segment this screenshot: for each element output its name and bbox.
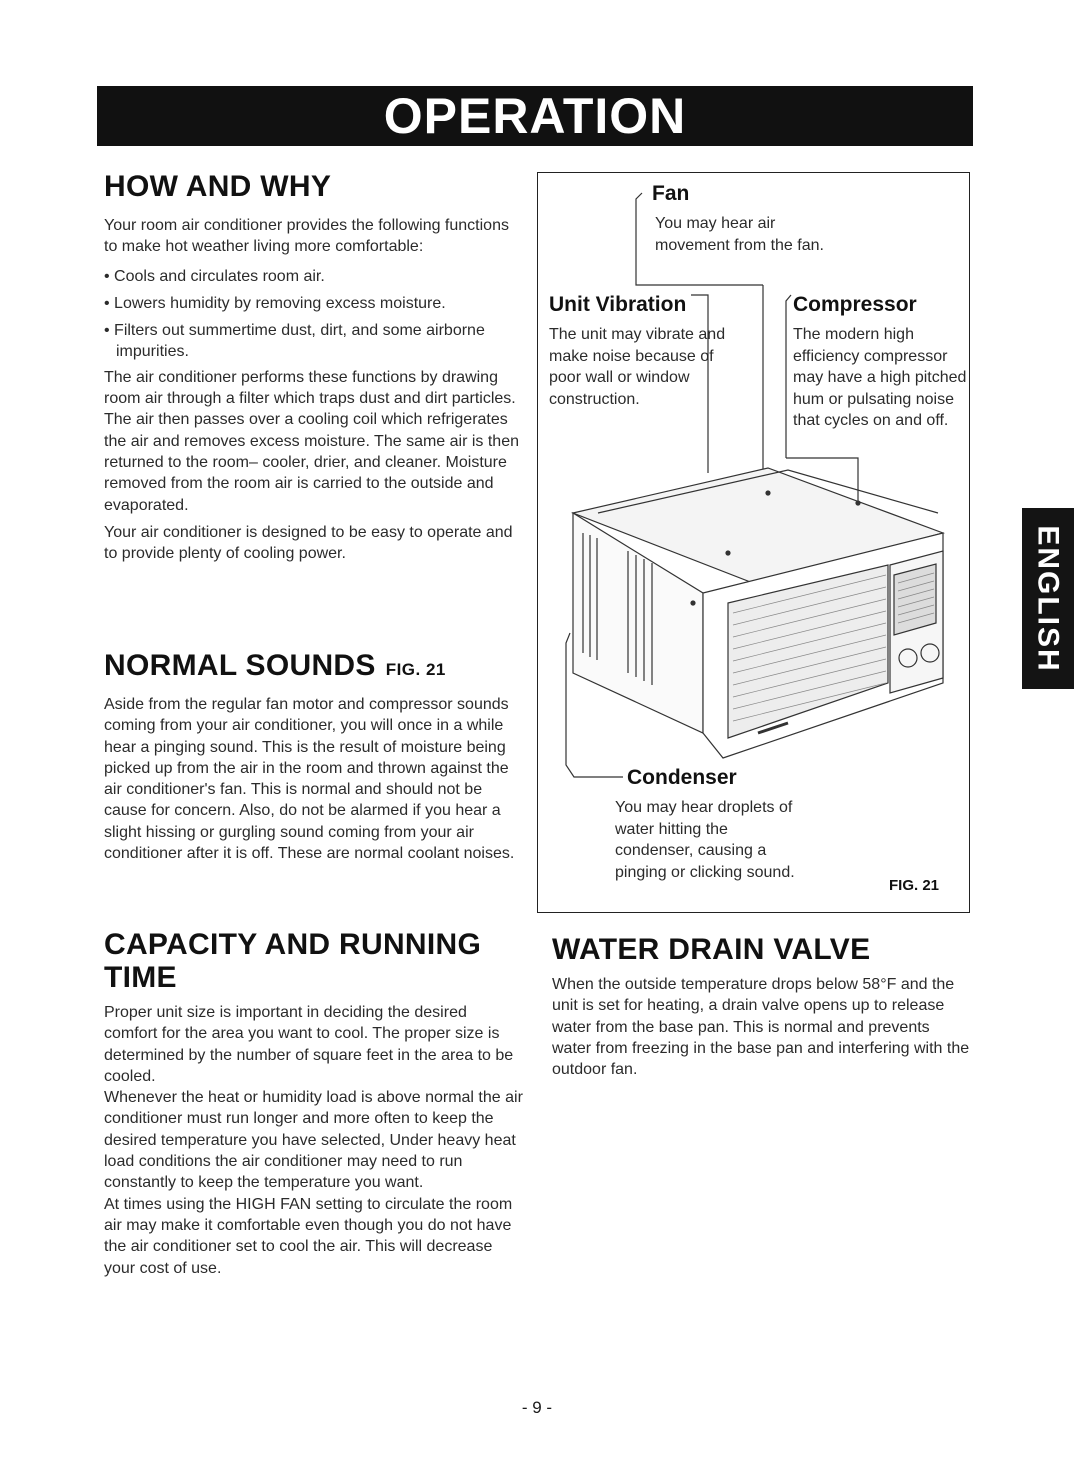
language-tab-label: ENGLISH xyxy=(1032,524,1066,673)
list-item: • Lowers humidity by removing excess moisture. xyxy=(104,294,446,312)
condenser-description: You may hear droplets of water hitting the condenser, causing a pinging or clicking sound. xyxy=(615,799,795,881)
capacity-para1: Proper unit size is important in deciding the desired comfort for the area you want to cool. The proper size is determined by the number of square feet in the area to be cooled. xyxy=(104,1004,514,1085)
water-drain-heading: WATER DRAIN VALVE xyxy=(552,933,871,966)
banner-title: OPERATION xyxy=(383,88,687,144)
water-drain-section xyxy=(552,933,972,1080)
capacity-section xyxy=(104,928,524,1279)
capacity-para3: At times using the HIGH FAN setting to circulate the room air may make it comfortable even though you do not have the air conditioner set to cool the air. This will decrease your cost of use. xyxy=(104,1195,513,1277)
capacity-para2: Whenever the heat or humidity load is above normal the air conditioner must run longer and more often to keep the desired temperature you have selected, Under heavy heat load conditions the air conditioner may need to run constantly to keep the temperature you want. xyxy=(104,1089,523,1192)
how-and-why-para1: The air conditioner performs these functions by drawing room air through a filter which traps dust and dirt particles. The air then passes over a cooling coil which refrigerates the air and removes excess moisture. The same air is then returned to the room– cooler, drier, and cleaner. Moisture removed from the room air is carried to the outside and evaporated. xyxy=(104,368,519,514)
compressor-label: Compressor xyxy=(793,293,917,316)
fan-label: Fan xyxy=(652,182,690,205)
how-and-why-para2: Your air conditioner is designed to be easy to operate and to provide plenty of cooling power. xyxy=(104,523,513,563)
normal-sounds-body: Aside from the regular fan motor and compressor sounds coming from your air conditioner, you will once in a while hear a pinging sound. This is the result of moisture being picked up from the air in the room and thrown against the air conditioner's fan. This is normal and should not be cause for concern. Also, do not be alarmed if you hear a slight hissing or gurgling sound coming from your air conditioner after it is off. These are normal coolant noises. xyxy=(104,696,515,863)
page-number: - 9 - xyxy=(521,1398,553,1417)
normal-sounds-heading xyxy=(104,649,524,682)
compressor-description: The modern high efficiency compressor may have a high pitched hum or pulsating noise that cycles on and off. xyxy=(793,326,967,429)
language-tab xyxy=(1022,508,1074,689)
condenser-label: Condenser xyxy=(627,766,737,789)
fig-reference: FIG. 21 xyxy=(385,660,446,679)
how-and-why-intro: Your room air conditioner provides the following functions to make hot weather living more comfortable: xyxy=(104,217,509,256)
figure-number: FIG. 21 xyxy=(889,877,940,894)
list-item: • Cools and circulates room air. xyxy=(104,267,325,285)
how-and-why-section xyxy=(104,170,519,564)
fan-description: You may hear air movement from the fan. xyxy=(655,215,824,254)
normal-sounds-title: NORMAL SOUNDS xyxy=(104,649,376,682)
how-and-why-heading: HOW AND WHY xyxy=(104,170,332,203)
capacity-heading: CAPACITY AND RUNNING TIME xyxy=(104,928,482,994)
water-drain-body: When the outside temperature drops below 58°F and the unit is set for heating, a drain valve opens up to release water from the base pan. This is normal and prevents water from freezing in the base pan and interfering with the outdoor fan. xyxy=(552,976,970,1079)
list-item: • Filters out summertime dust, dirt, and some airborne impurities. xyxy=(104,322,485,361)
figure-21 xyxy=(537,172,970,913)
section-banner xyxy=(97,86,973,146)
unit-vibration-description: The unit may vibrate and make noise because of poor wall or window construction. xyxy=(549,326,726,408)
normal-sounds-section xyxy=(104,649,524,864)
unit-vibration-label: Unit Vibration xyxy=(549,293,687,316)
